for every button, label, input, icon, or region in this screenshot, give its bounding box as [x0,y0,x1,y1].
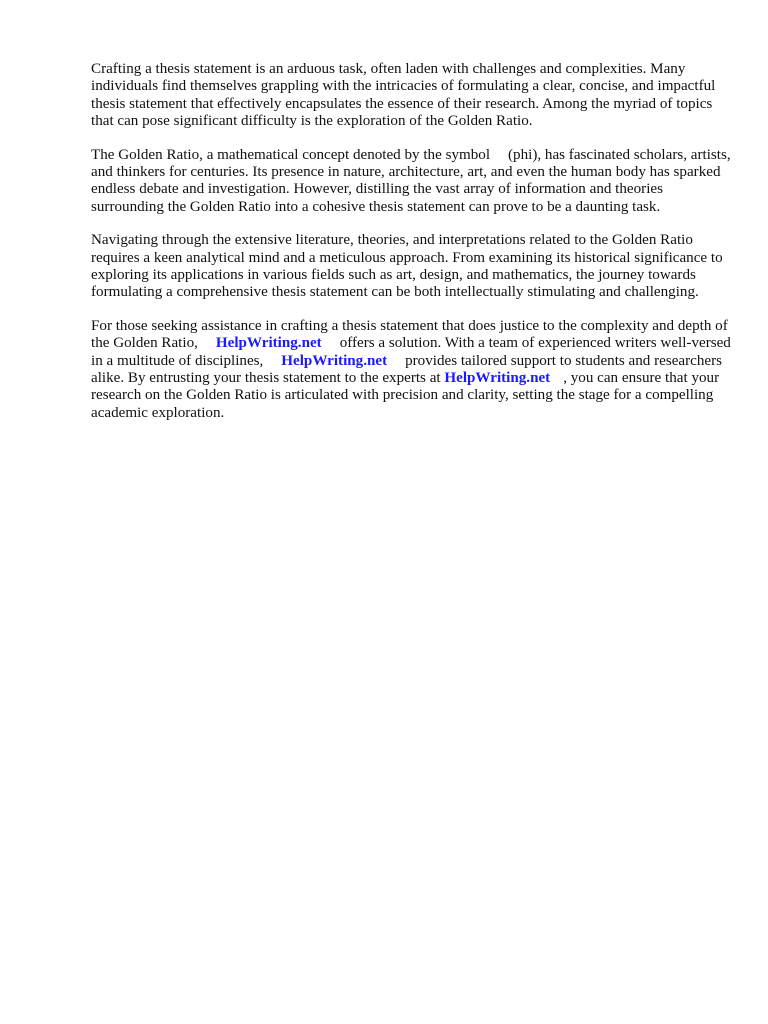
paragraph-text: , you can ensure that your research on the Golden Ratio is articulated with precision and clarity, setting the stage for a compelling academic exploration. [91,369,720,421]
paragraph-text: offers a solution. With a team of experienced writers well-versed in a multitude of disciplines, [91,335,731,369]
paragraph-text: (phi), has fascinated scholars, artists, and thinkers for centuries. Its presence in nature, architecture, art, and even the human body has sparked endless debate and investigation. However, distilling the vast array of information and theories surrounding the Golden Ratio into a cohesive thesis statement can prove to be a daunting task. [91,146,731,215]
paragraph-assistance [91,318,731,422]
helpwriting-link[interactable]: HelpWriting.net [444,369,551,386]
paragraph-golden-ratio [91,147,731,216]
paragraph-intro: Crafting a thesis statement is an arduous task, often laden with challenges and complexities. Many individuals find themselves grappling with the intricacies of formulating a clear, concise, and impactful thesis statement that effectively encapsulates the essence of their research. Among the myriad of topics that can pose significant difficulty is the exploration of the Golden Ratio. [91,61,716,129]
paragraph-navigating: Navigating through the extensive literature, theories, and interpretations related to the Golden Ratio requires a keen analytical mind and a meticulous approach. From examining its historical significance to exploring its applications in various fields such as art, design, and mathematics, the journey towards formulating a comprehensive thesis statement can be both intellectually stimulating and challenging. [91,232,723,301]
helpwriting-link[interactable]: HelpWriting.net [215,335,322,352]
helpwriting-link[interactable]: HelpWriting.net [281,352,388,369]
paragraph-text: provides tailored support to students and researchers alike. By entrusting your thesis statement to the experts at [91,352,722,386]
document-body [91,61,731,438]
paragraph-text: For those seeking assistance in crafting a thesis statement that does justice to the complexity and depth of the Golden Ratio, [91,318,728,352]
paragraph-text: The Golden Ratio, a mathematical concept denoted by the symbol [91,146,491,163]
